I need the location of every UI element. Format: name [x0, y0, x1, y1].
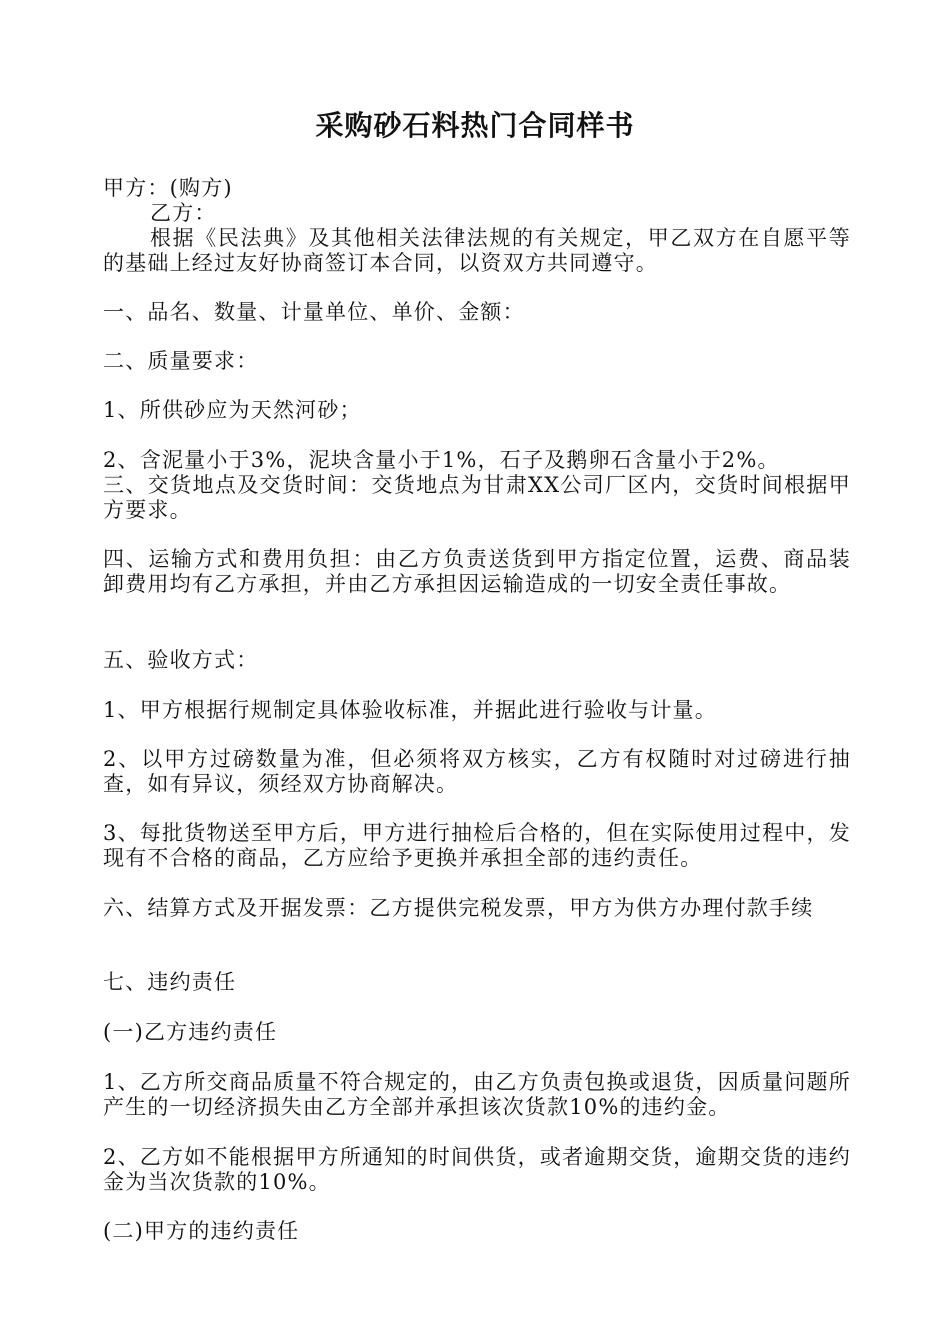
section-6-paragraph: 六、结算方式及开据发票：乙方提供完税发票，甲方为供方办理付款手续 — [103, 896, 814, 920]
document-title: 采购砂石料热门合同样书 — [315, 109, 635, 142]
section-4-paragraph: 四、运输方式和费用负担：由乙方负责送货到甲方指定位置，运费、商品装卸费用均有乙方承担，并由乙方承担因运输造成的一切安全责任事故。 — [103, 547, 851, 596]
section-5-heading: 五、验收方式： — [103, 648, 259, 672]
quality-item-1: 1、所供砂应为天然河砂； — [103, 398, 362, 422]
party-a-line: 甲方：(购方) — [103, 176, 233, 200]
section-7-heading: 七、违约责任 — [103, 970, 237, 994]
party-b-liability-item-1: 1、乙方所交商品质量不符合规定的，由乙方负责包换或退货，因质量问题所产生的一切经济损失由乙方全部并承担该次货款10%的违约金。 — [103, 1070, 851, 1119]
section-3-paragraph: 三、交货地点及交货时间：交货地点为甘肃XX公司厂区内，交货时间根据甲方要求。 — [103, 473, 851, 522]
acceptance-item-3: 3、每批货物送至甲方后，甲方进行抽检后合格的，但在实际使用过程中，发现有不合格的商品，乙方应给予更换并承担全部的违约责任。 — [103, 821, 851, 870]
section-1-heading: 一、品名、数量、计量单位、单价、金额： — [103, 300, 525, 324]
section-2-heading: 二、质量要求： — [103, 349, 259, 373]
party-b-line: 乙方： — [150, 201, 217, 225]
party-a-liability-heading: (二)甲方的违约责任 — [103, 1219, 300, 1243]
acceptance-item-2: 2、以甲方过磅数量为准，但必须将双方核实，乙方有权随时对过磅进行抽查，如有异议，须经双方协商解决。 — [103, 747, 851, 796]
party-b-liability-heading: (一)乙方违约责任 — [103, 1020, 278, 1044]
acceptance-item-1: 1、甲方根据行规制定具体验收标准，并据此进行验收与计量。 — [103, 698, 717, 722]
preamble-paragraph: 根据《民法典》及其他相关法律法规的有关规定，甲乙双方在自愿平等的基础上经过友好协商签订本合同，以资双方共同遵守。 — [103, 226, 851, 275]
party-b-liability-item-2: 2、乙方如不能根据甲方所通知的时间供货，或者逾期交货，逾期交货的违约金为当次货款的10%。 — [103, 1145, 851, 1194]
quality-item-2: 2、含泥量小于3%，泥块含量小于1%，石子及鹅卵石含量小于2%。 — [103, 448, 780, 472]
